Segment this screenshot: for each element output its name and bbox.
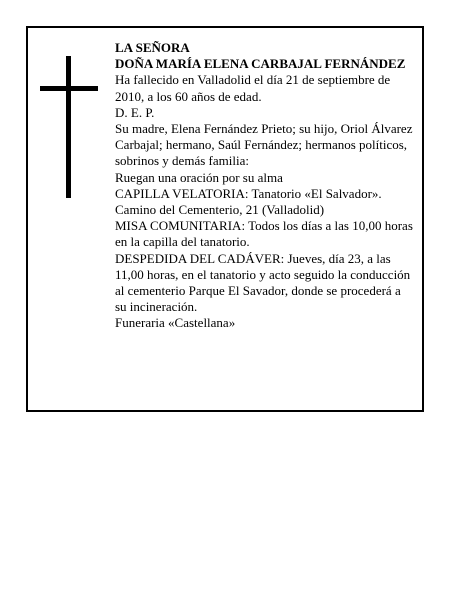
funeral-home: Funeraria «Castellana»	[115, 315, 236, 331]
farewell-info: DESPEDIDA DEL CADÁVER: Jueves, día 23, a las 11,00 horas, en el tanatorio y acto seguido la conducción al cementerio Parque El Savador, donde se procederá a su incineración.	[115, 250, 411, 315]
deceased-name: DOÑA MARÍA ELENA CARBAJAL FERNÁNDEZ	[115, 56, 406, 72]
obituary-notice	[26, 26, 424, 412]
notice-text	[115, 40, 415, 332]
death-statement: Ha fallecido en Valladolid el día 21 de septiembre de 2010, a los 60 años de edad.	[115, 72, 391, 104]
mass-info: MISA COMUNITARIA: Todos los días a las 10,00 horas en la capilla del tanatorio.	[115, 218, 413, 250]
dep-line: D. E. P.	[115, 104, 155, 120]
family-line: Su madre, Elena Fernández Prieto; su hijo, Oriol Álvarez Carbajal; hermano, Saúl Fernández; hermanos políticos, sobrinos y demás familia:	[115, 121, 413, 169]
cross-horizontal-bar	[40, 86, 98, 91]
prayer-request: Ruegan una oración por su alma	[115, 169, 283, 185]
chapel-info: CAPILLA VELATORIA: Tanatorio «El Salvador». Camino del Cementerio, 21 (Valladolid)	[115, 185, 382, 218]
cross-icon	[40, 56, 98, 198]
cross-vertical-bar	[66, 56, 71, 198]
notice-title: LA SEÑORA	[115, 40, 190, 55]
